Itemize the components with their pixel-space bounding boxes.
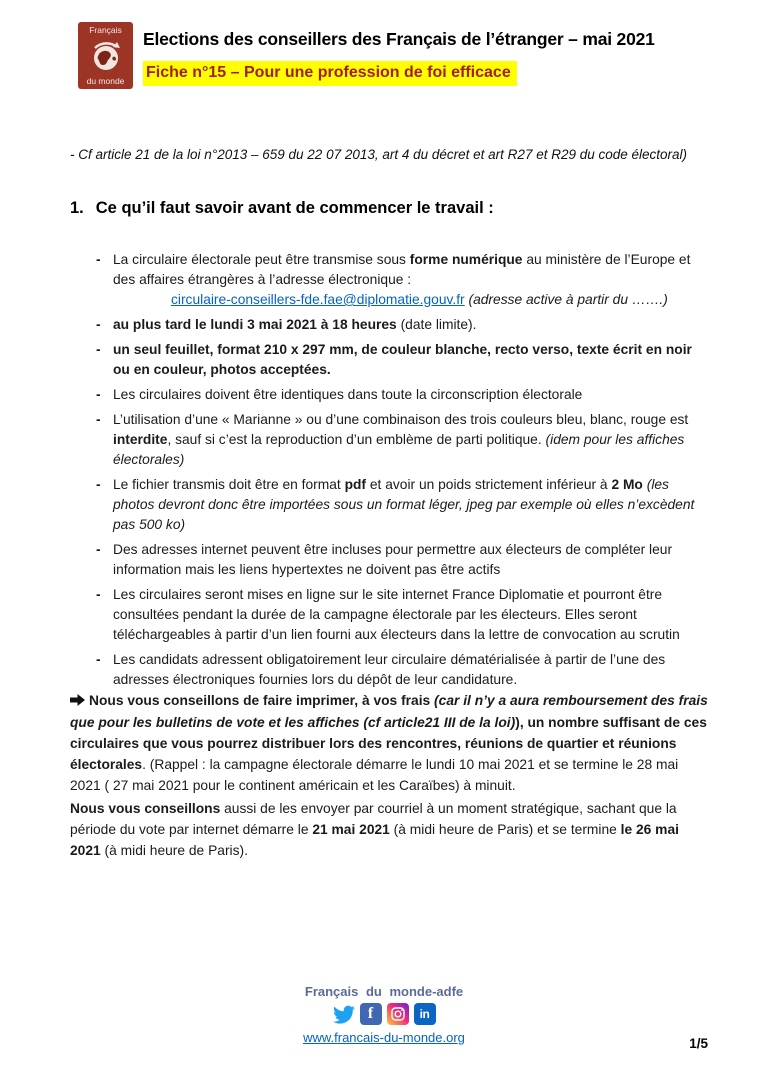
bullet-text <box>113 252 690 287</box>
text-run: La circulaire électorale peut être transmise sous <box>113 252 410 267</box>
list-item <box>96 250 704 310</box>
social-links <box>0 1003 768 1025</box>
advice-print-text <box>70 693 708 793</box>
text-run: Des adresses internet peuvent être incluses pour permettre aux électeurs de compléter leur information mais les liens hypertextes ne doivent pas être actifs <box>113 542 673 577</box>
list-item <box>96 475 704 535</box>
website-link[interactable]: www.francais-du-monde.org <box>303 1030 465 1045</box>
bullet-body <box>113 315 704 335</box>
bullet-body <box>113 385 704 405</box>
bullet-body <box>113 250 704 310</box>
text-run: Les circulaires doivent être identiques dans toute la circonscription électorale <box>113 387 583 402</box>
bullet-dash: - <box>96 342 101 357</box>
text-run: (idem pour les affiches électorales) <box>113 432 685 467</box>
section-title: Ce qu’il faut savoir avant de commencer le travail : <box>95 199 494 217</box>
bullet-dash: - <box>96 387 101 402</box>
header-text <box>143 22 655 89</box>
text-run: au ministère de l’Europe et des affaires étrangères à l’adresse électronique : <box>113 252 691 287</box>
logo-text-top: Français <box>89 25 122 35</box>
bullet-text <box>113 387 582 402</box>
text-run: un seul feuillet, format 210 x 297 mm, de couleur blanche, recto verso, texte écrit en noir ou en couleur, photos acceptées. <box>113 342 692 377</box>
bullet-dash: - <box>96 317 101 332</box>
bullet-list <box>96 250 704 695</box>
advice-email-paragraph <box>70 798 708 861</box>
text-run: . (Rappel : la campagne électorale démarre le lundi 10 mai 2021 et se termine le 28 mai 2021 ( 27 mai 2021 pour le continent américain et les Caraïbes) à minuit. <box>70 757 679 793</box>
bullet-body <box>113 585 704 645</box>
bullet-text <box>113 342 692 377</box>
list-item <box>96 315 704 335</box>
text-run: pdf <box>344 477 367 492</box>
bullet-dash: - <box>96 542 101 557</box>
section-number: 1. <box>70 199 84 217</box>
bullet-body <box>113 410 704 470</box>
advice-email-text <box>70 801 679 858</box>
text-run: (car il n’y a aura remboursement des frais que pour les bulletins de vote et les affiches (cf article21 III de la loi) <box>70 693 708 730</box>
bullet-dash: - <box>96 252 101 267</box>
text-run: (à midi heure de Paris) et se termine <box>389 822 621 837</box>
document-footer <box>0 984 768 1047</box>
text-run: (les photos devront donc être importées sous un format léger, jpeg par exemple où elles n’excèdent pas 500 ko) <box>113 477 695 532</box>
facebook-icon[interactable]: f <box>360 1003 382 1025</box>
bullet-text <box>113 317 476 332</box>
legal-reference: - Cf article 21 de la loi n°2013 – 659 du 22 07 2013, art 4 du décret et art R27 et R29 du code électoral) <box>70 147 688 162</box>
text-run: aussi de les envoyer par courriel à un moment stratégique, sachant que la période du vote par internet démarre le <box>70 801 677 837</box>
bullet-body <box>113 340 704 380</box>
bullet-dash: - <box>96 587 101 602</box>
text-run: L’utilisation d’une « Marianne » ou d’une combinaison des trois couleurs bleu, blanc, rouge est <box>113 412 689 427</box>
bullet-text <box>113 652 665 687</box>
bullet-dash: - <box>96 477 101 492</box>
list-item <box>96 585 704 645</box>
text-run: Nous vous conseillons <box>70 801 221 816</box>
text-run: et avoir un poids strictement inférieur à <box>366 477 612 492</box>
bullet-subline <box>171 290 704 310</box>
text-run: , sauf si c’est la reproduction d’un emblème de parti politique. <box>167 432 546 447</box>
bullet-text <box>113 412 688 467</box>
text-run: Les candidats adressent obligatoirement leur circulaire dématérialisée à partir de l’une des adresses électroniques fournies lors du dépôt de leur candidature. <box>113 652 666 687</box>
section-heading <box>70 199 710 218</box>
page-number: 1/5 <box>689 1036 708 1051</box>
text-run: Les circulaires seront mises en ligne sur le site internet France Diplomatie et pourront être consultées pendant la durée de la campagne électorale par les électeurs. Elles seront téléchargeables à partir d’un lien fourni aux électeurs dans la lettre de convocation au scrutin <box>113 587 680 642</box>
bullet-body <box>113 540 704 580</box>
bullet-body <box>113 650 704 690</box>
text-run: interdite <box>113 432 168 447</box>
text-run: (à midi heure de Paris). <box>100 843 248 858</box>
document-header <box>78 22 710 89</box>
text-run: (date limite). <box>396 317 477 332</box>
bullet-text <box>113 587 680 642</box>
bullet-text <box>113 542 672 577</box>
list-item <box>96 650 704 690</box>
document-subtitle: Fiche n°15 – Pour une profession de foi efficace <box>143 61 517 86</box>
twitter-icon[interactable] <box>333 1003 355 1025</box>
instagram-icon[interactable] <box>387 1003 409 1025</box>
linkedin-icon[interactable]: in <box>414 1003 436 1025</box>
list-item <box>96 410 704 470</box>
list-item <box>96 540 704 580</box>
text-run: (adresse active à partir du …….) <box>464 292 668 307</box>
list-item <box>96 340 704 380</box>
text-run: 21 mai 2021 <box>312 822 390 837</box>
text-run: Nous vous conseillons de faire imprimer, à vos frais <box>89 693 435 708</box>
document-title: Elections des conseillers des Français de l’étranger – mai 2021 <box>143 29 655 49</box>
text-run: 2 Mo <box>611 477 643 492</box>
text-run: forme numérique <box>409 252 523 267</box>
bullet-dash: - <box>96 652 101 667</box>
text-run: au plus tard le lundi 3 mai 2021 à 18 heures <box>113 317 397 332</box>
advice-print-paragraph <box>70 690 708 796</box>
list-item <box>96 385 704 405</box>
bullet-text <box>113 477 694 532</box>
francais-du-monde-logo <box>78 22 133 89</box>
text-run: le 26 mai 2021 <box>70 822 679 858</box>
text-run: ), un nombre suffisant de ces circulaires que vous pourrez distribuer lors des rencontres, réunions de quartier et réunions électorales <box>70 715 707 772</box>
arrow-right-icon <box>70 691 85 712</box>
email-link[interactable]: circulaire-conseillers-fde.fae@diplomatie.gouv.fr <box>171 292 465 307</box>
bullet-body <box>113 475 704 535</box>
footer-brand: Français du monde-adfe <box>304 984 464 999</box>
globe-icon <box>89 40 123 72</box>
logo-text-bottom: du monde <box>86 75 125 86</box>
bullet-dash: - <box>96 412 101 427</box>
text-run: Le fichier transmis doit être en format <box>113 477 345 492</box>
